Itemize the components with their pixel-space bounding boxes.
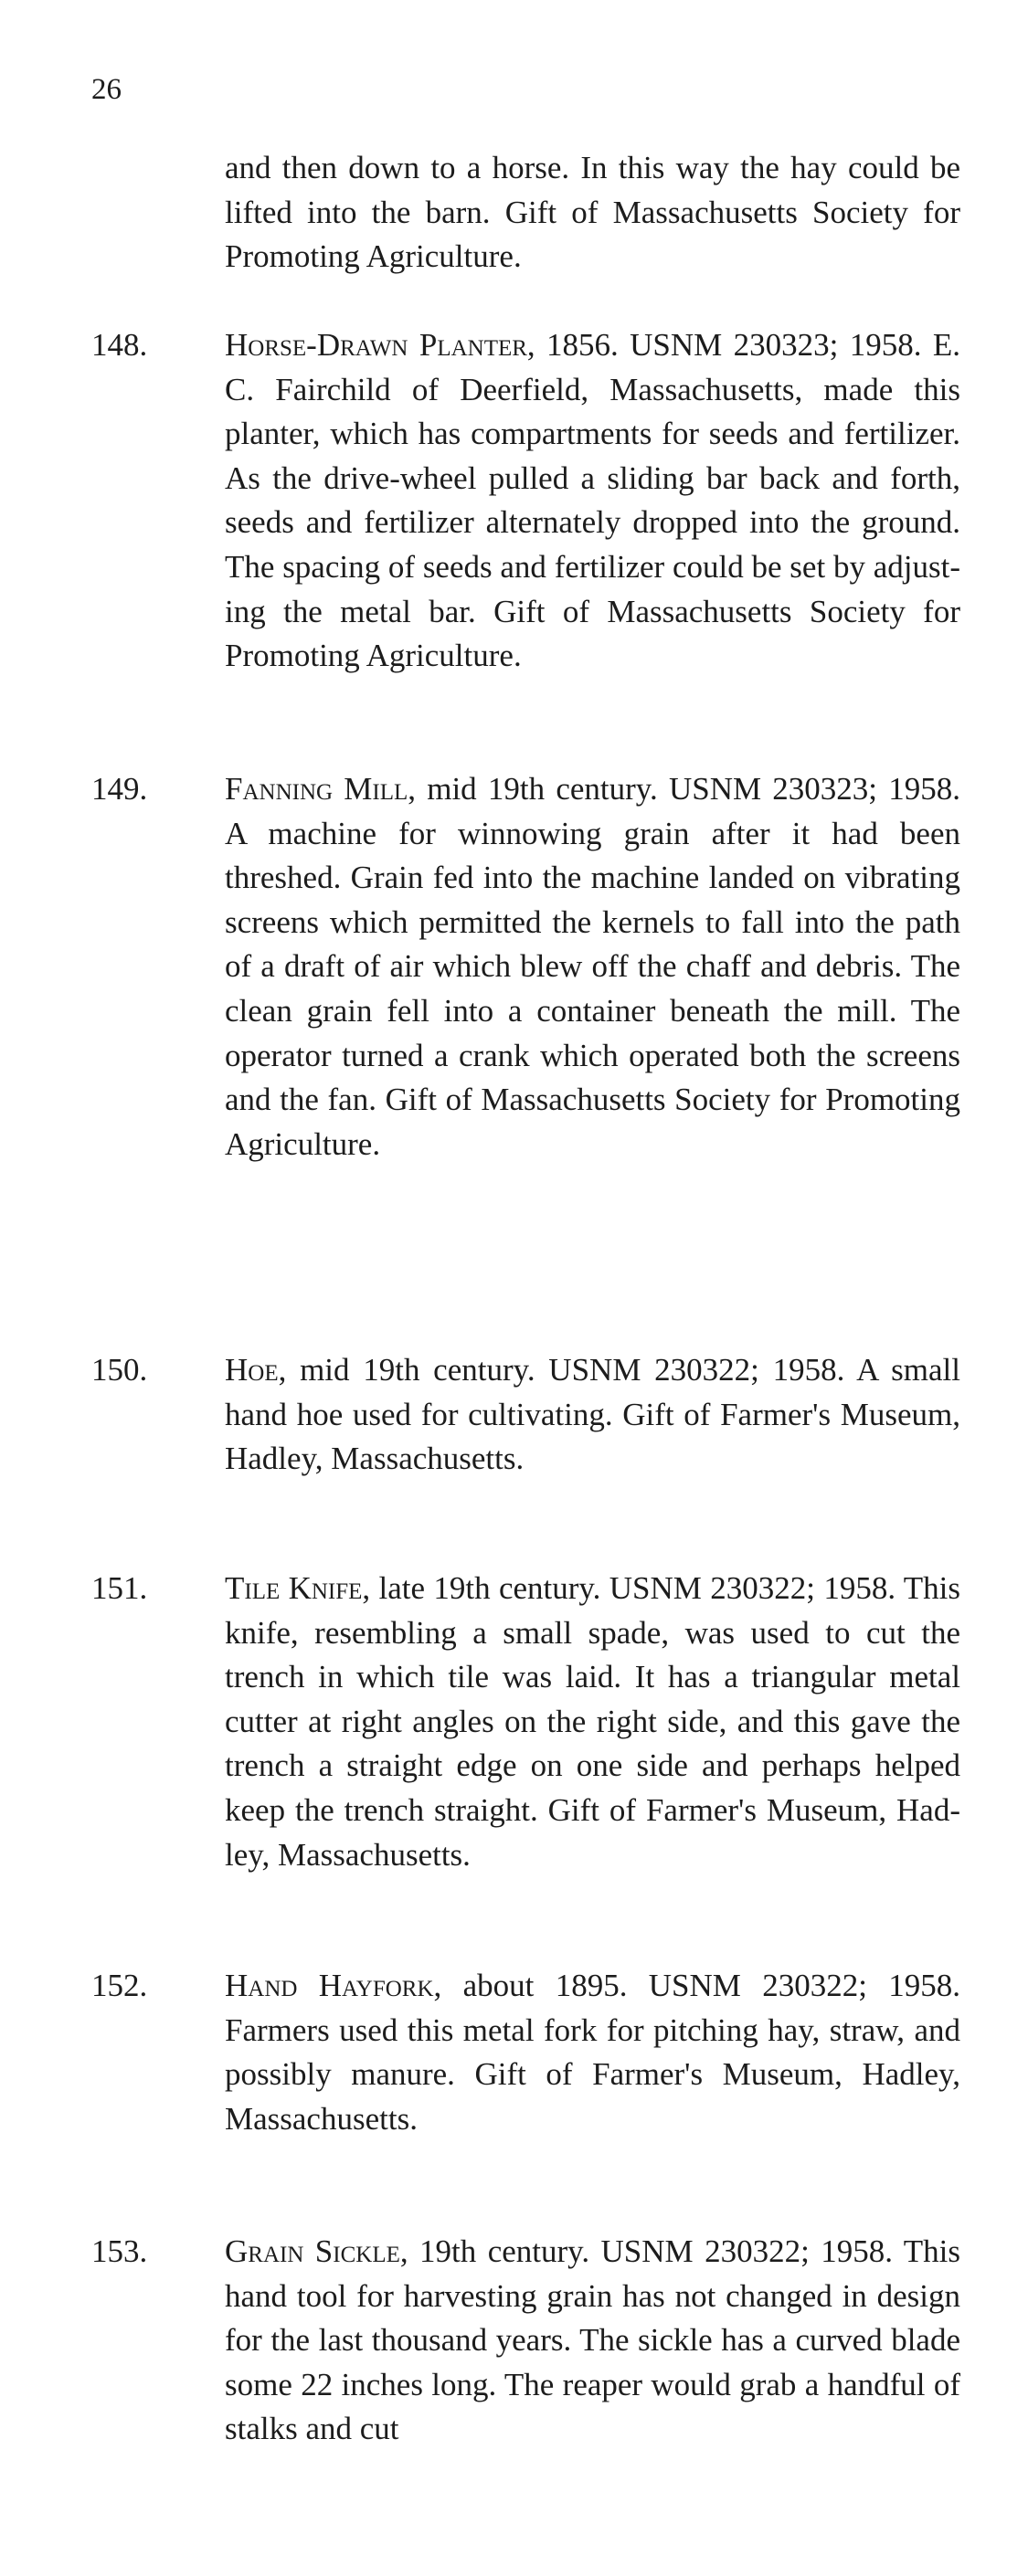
entry-text: 1856. USNM 230323; 1958. E. C. Fairchild of Deerfield, Massachusetts, made this planter, which has compartments for seeds and fertilizer. As the drive-wheel pulled a sliding bar back and forth, seeds and fertilizer alternately dropped into the ground. The spacing of seeds and fertilizer could be set by adjusting the metal bar. Gift of Massachusetts Society for Promoting Agriculture.: [225, 327, 960, 674]
entry-text: mid 19th century. USNM 230322; 1958. A small hand hoe used for cultivating. Gift of Farmer's Museum, Hadley, Massachusetts.: [225, 1352, 960, 1477]
entry-text: late 19th century. USNM 230322; 1958. This knife, resembling a small spade, was used to cut the trench in which tile was laid. It has a triangular metal cutter at right angles on the right side, and this gave the trench a straight edge on one side and perhaps helped keep the trench straight. Gift of Farmer's Museum, Hadley, Massachusetts.: [225, 1570, 961, 1873]
entry-number: 152.: [91, 1968, 148, 2003]
entry-text: mid 19th century. USNM 230323; 1958. A machine for winnowing grain after it had been threshed. Grain fed into the machine landed on vibrating screens which permitted the kernels to fall into the path of a draft of air which blew off the chaff and debris. The clean grain fell into a container beneath the mill. The operator turned a crank which operated both the screens and the fan. Gift of Massachusetts Society for Promoting Agriculture.: [225, 771, 960, 1162]
entry-number: 148.: [91, 327, 148, 363]
entry-number: 151.: [91, 1570, 148, 1606]
entry-title: Fanning Mill,: [225, 771, 417, 807]
entry-body: [225, 1567, 960, 1877]
entry-body: [225, 2230, 960, 2452]
catalog-entry-148: [91, 323, 960, 679]
entry-body: [225, 323, 960, 679]
catalog-entry-153: [91, 2230, 960, 2452]
entry-title: Hand Hayfork,: [225, 1968, 442, 2003]
entry-title: Hoe,: [225, 1352, 287, 1388]
entry-title: Grain Sickle,: [225, 2233, 408, 2269]
catalog-entry-151: [91, 1567, 960, 1877]
continued-paragraph: and then down to a horse. In this way the hay could be lifted into the barn. Gift of Massachusetts Society for Promoting Agriculture.: [225, 150, 960, 275]
entry-body: [225, 767, 960, 1167]
catalog-entry-149: [91, 767, 960, 1167]
entry-body: [225, 1964, 960, 2141]
entry-title: Horse-Drawn Planter,: [225, 327, 535, 363]
entry-number: 153.: [91, 2233, 148, 2269]
catalog-entry-150: [91, 1348, 960, 1482]
entry-title: Tile Knife,: [225, 1570, 371, 1606]
entry-text: about 1895. USNM 230322; 1958. Farmers used this metal fork for pitching hay, straw, and possibly manure. Gift of Farmer's Museum, Hadley, Massachusetts.: [225, 1968, 961, 2137]
entry-number: 150.: [91, 1352, 148, 1388]
entry-body: [225, 1348, 960, 1482]
entry-text: 19th century. USNM 230322; 1958. This hand tool for harvesting grain has not changed in design for the last thousand years. The sickle has a curved blade some 22 inches long. The reaper would grab a handful of stalks and cut: [225, 2233, 960, 2447]
page-number: 26: [91, 73, 122, 106]
catalog-entry-152: [91, 1964, 960, 2141]
entry-number: 149.: [91, 771, 148, 807]
